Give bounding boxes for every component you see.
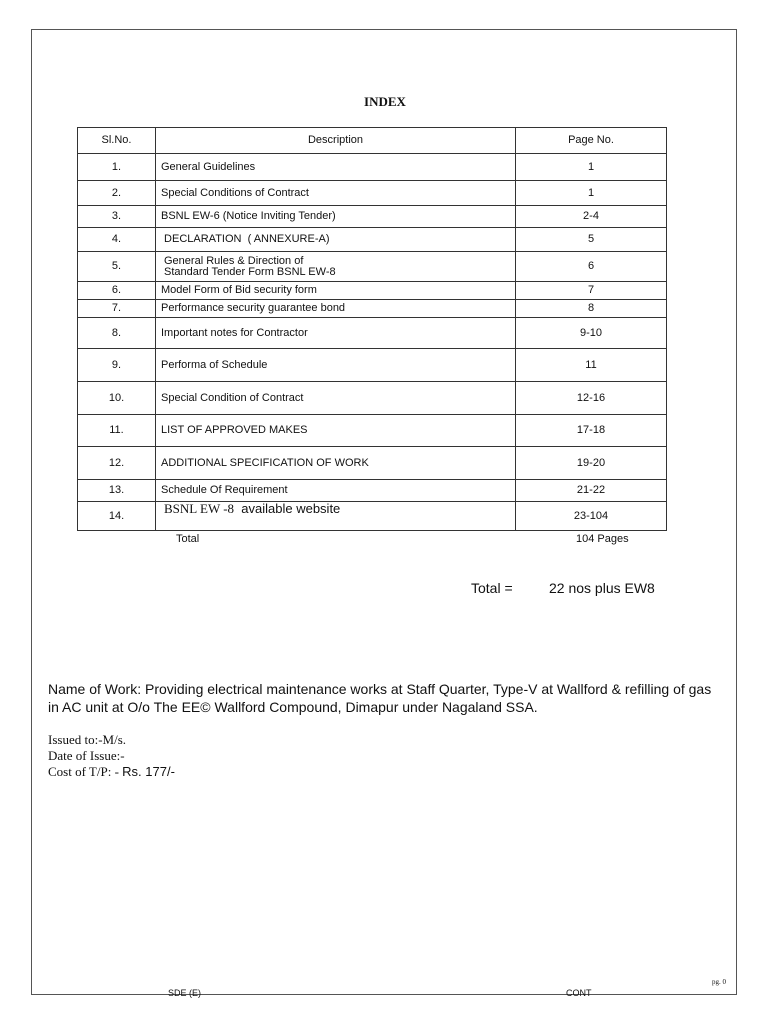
table-row — [78, 206, 667, 228]
row-slno: 12. — [78, 447, 156, 480]
row-description: Special Condition of Contract — [156, 382, 516, 415]
cost-line — [48, 764, 175, 780]
page-number: pg. 0 — [712, 978, 726, 986]
grand-total-value: 22 nos plus EW8 — [549, 580, 655, 596]
row-page: 17-18 — [516, 415, 667, 447]
row-description-line-2: Standard Tender Form BSNL EW-8 — [164, 265, 336, 278]
row-page: 9-10 — [516, 318, 667, 349]
row-page: 1 — [516, 181, 667, 206]
row-description: Schedule Of Requirement — [156, 480, 516, 502]
column-header-slno: Sl.No. — [78, 128, 156, 154]
index-table — [77, 127, 667, 531]
table-row — [78, 252, 667, 282]
row-page: 2-4 — [516, 206, 667, 228]
table-row — [78, 447, 667, 480]
row-description: General Guidelines — [156, 154, 516, 181]
table-row — [78, 318, 667, 349]
name-of-work: Name of Work: Providing electrical maintenance works at Staff Quarter, Type-V at Wallford & refilling of gas in AC unit at O/o The EE© Wallford Compound, Dimapur under Nagaland SSA. — [48, 681, 712, 715]
cost-value: Rs. 177/- — [122, 764, 175, 779]
page-title: INDEX — [364, 94, 406, 109]
table-row — [78, 502, 667, 531]
table-row — [78, 154, 667, 181]
row-page: 6 — [516, 252, 667, 282]
row-description — [156, 502, 516, 531]
column-header-page: Page No. — [516, 128, 667, 154]
row-page: 8 — [516, 300, 667, 318]
table-row — [78, 382, 667, 415]
cost-label: Cost of T/P: - — [48, 764, 123, 779]
table-row — [78, 415, 667, 447]
row-description: Important notes for Contractor — [156, 318, 516, 349]
table-row — [78, 282, 667, 300]
row-description-line-1: General Rules & Direction of — [164, 254, 304, 267]
row-description: Model Form of Bid security form — [156, 282, 516, 300]
issued-to: Issued to:-M/s. — [48, 732, 126, 747]
row-description: LIST OF APPROVED MAKES — [156, 415, 516, 447]
column-header-description: Description — [156, 128, 516, 154]
total-label: Total — [176, 533, 200, 545]
row-page: 19-20 — [516, 447, 667, 480]
row-description: Performance security guarantee bond — [156, 300, 516, 318]
row-description: BSNL EW-6 (Notice Inviting Tender) — [156, 206, 516, 228]
row-slno: 11. — [78, 415, 156, 447]
footer-cont: CONT — [566, 988, 592, 998]
row-description: ADDITIONAL SPECIFICATION OF WORK — [156, 447, 516, 480]
table-row — [78, 480, 667, 502]
row-description: DECLARATION ( ANNEXURE-A) — [156, 228, 516, 252]
row-page: 5 — [516, 228, 667, 252]
row-slno: 10. — [78, 382, 156, 415]
row-slno: 4. — [78, 228, 156, 252]
row-page: 11 — [516, 349, 667, 382]
table-row — [78, 300, 667, 318]
row-description-text: available website — [234, 501, 341, 516]
issue-details — [48, 732, 175, 780]
table-row — [78, 349, 667, 382]
row-page: 7 — [516, 282, 667, 300]
table-row — [78, 228, 667, 252]
total-pages: 104 Pages — [576, 533, 629, 545]
row-page: 23-104 — [516, 502, 667, 531]
row-slno: 13. — [78, 480, 156, 502]
row-slno: 1. — [78, 154, 156, 181]
row-page: 1 — [516, 154, 667, 181]
row-description — [156, 252, 516, 282]
date-of-issue: Date of Issue:- — [48, 748, 125, 763]
row-description: Special Conditions of Contract — [156, 181, 516, 206]
grand-total-label: Total = — [471, 580, 513, 596]
table-header-row — [78, 128, 667, 154]
footer-sde: SDE (E) — [168, 988, 202, 998]
row-slno: 7. — [78, 300, 156, 318]
row-slno: 3. — [78, 206, 156, 228]
table-row — [78, 181, 667, 206]
row-slno: 2. — [78, 181, 156, 206]
row-slno: 14. — [78, 502, 156, 531]
row-slno: 8. — [78, 318, 156, 349]
row-page: 21-22 — [516, 480, 667, 502]
row-page: 12-16 — [516, 382, 667, 415]
row-description: Performa of Schedule — [156, 349, 516, 382]
row-slno: 6. — [78, 282, 156, 300]
row-slno: 5. — [78, 252, 156, 282]
row-slno: 9. — [78, 349, 156, 382]
row-description-code: BSNL EW -8 — [164, 501, 235, 516]
